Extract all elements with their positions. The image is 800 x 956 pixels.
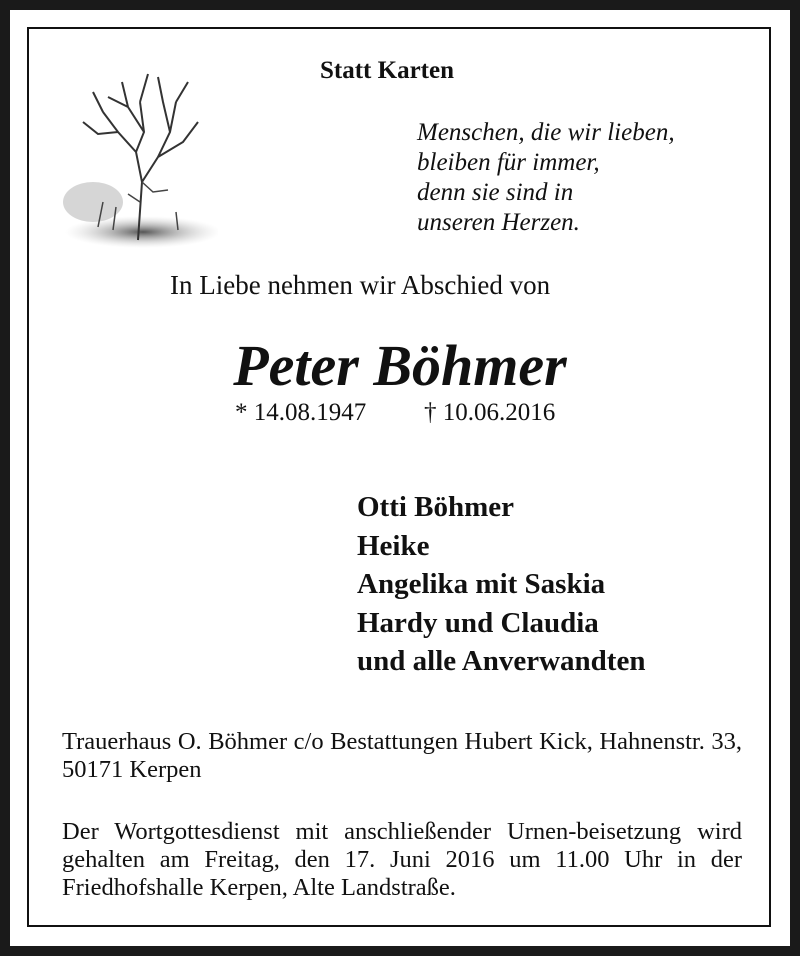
death-date: † 10.06.2016: [424, 399, 556, 426]
mourner: Heike: [357, 529, 430, 562]
mourner: Hardy und Claudia: [357, 606, 599, 639]
mourning-address: Trauerhaus O. Böhmer c/o Bestattungen Hubert Kick, Hahnenstr. 33, 50171 Kerpen: [62, 728, 742, 783]
deceased-name: Peter Böhmer: [233, 333, 567, 398]
mourner: Angelika mit Saskia: [357, 568, 606, 600]
service-info: Der Wortgottesdienst mit anschließender Urnen-beisetzung wird gehalten am Freitag, den 17. Juni 2016 um 11.00 Uhr in der Friedhofshalle Kerpen, Alte Landstraße.: [62, 818, 742, 901]
poem: Menschen, die wir lieben, bleiben für immer, denn sie sind in unseren Herzen.: [417, 119, 675, 236]
mourner: und alle Anverwandten: [357, 645, 646, 677]
notice-header: Statt Karten: [320, 57, 454, 84]
birth-date: * 14.08.1947: [235, 399, 367, 426]
intro-text: In Liebe nehmen wir Abschied von: [170, 270, 551, 300]
tree-illustration-icon: [58, 62, 218, 254]
mourners-list: [357, 488, 645, 681]
obituary-card: [10, 10, 790, 946]
mourner: Otti Böhmer: [357, 491, 515, 523]
